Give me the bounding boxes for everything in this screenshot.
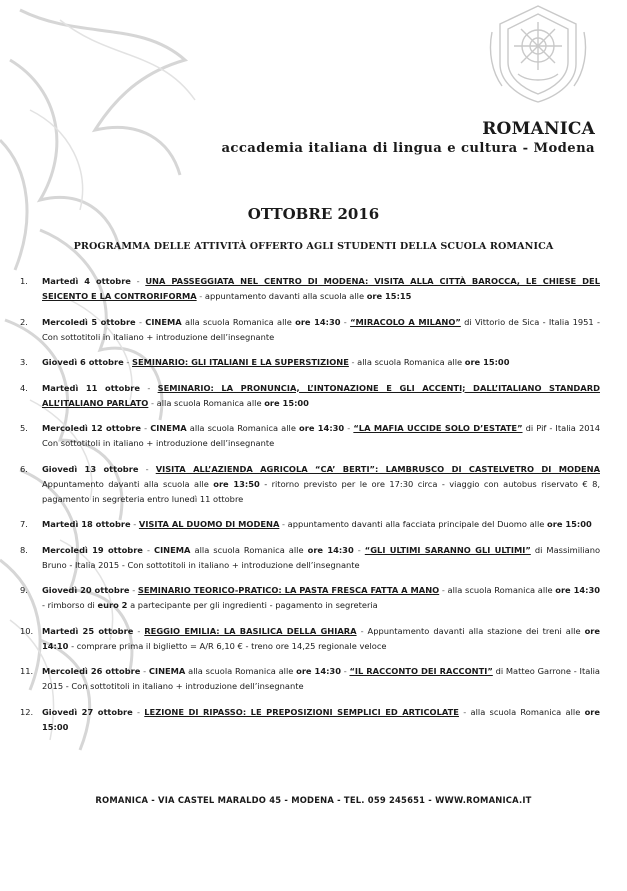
event-number: 6. — [20, 463, 28, 474]
event-title: REGGIO EMILIA: LA BASILICA DELLA GHIARA — [144, 625, 357, 636]
event-time: ore 15:15 — [366, 291, 412, 301]
event-number: 2. — [20, 316, 28, 327]
event-time: ore 14:30 — [555, 585, 600, 595]
event-number: 3. — [20, 357, 28, 367]
event-price: euro 2 — [97, 600, 128, 610]
event-number: 8. — [20, 544, 28, 555]
event-date: Giovedì 13 ottobre — [42, 463, 139, 474]
event-number: 9. — [20, 585, 28, 595]
event-text: appuntamento davanti alla facciata principale del Duomo alle — [287, 519, 545, 529]
event-text: alla scuola Romanica alle — [357, 357, 463, 367]
event-date: Mercoledì 19 ottobre — [42, 544, 143, 555]
event-item: 11. Mercoledì 26 ottobre - CINEMA alla scuola Romanica alle ore 14:30 - “IL RACCONTO DEI RACCONTI” di Matteo Garrone - Italia 2015 - Con sottotitoli in italiano + introduzione dell’insegnante — [20, 666, 600, 691]
event-item: 3. Giovedì 6 ottobre - SEMINARIO: GLI ITALIANI E LA SUPERSTIZIONE - alla scuola Romanica alle ore 15:00 — [20, 355, 600, 370]
event-details: di Pif - Italia 2014 Con sottotitoli in italiano + introduzione dell’insegnante — [42, 423, 601, 448]
event-details: - comprare prima il biglietto = A/R 6,10 € - treno ore 14,25 regionale veloce — [71, 640, 387, 651]
event-time: ore 15:00 — [264, 397, 309, 408]
event-number: 12. — [20, 706, 34, 717]
event-text: alla scuola Romanica alle — [447, 585, 553, 595]
event-date: Martedì 4 ottobre — [42, 276, 131, 286]
event-time: ore 15:00 — [464, 357, 510, 367]
event-item: 5. Mercoledì 12 ottobre - CINEMA alla scuola Romanica alle ore 14:30 - “LA MAFIA UCCIDE SOLO D’ESTATE” di Pif - Italia 2014 Con sottotitoli in italiano + introduzione dell’insegnante — [20, 423, 601, 448]
event-number: 7. — [20, 519, 28, 529]
event-details: di Matteo Garrone - Italia 2015 - Con sottotitoli in italiano + introduzione dell’insegnante — [42, 666, 600, 691]
event-date: Martedì 11 ottobre — [42, 382, 140, 393]
event-number: 11. — [20, 666, 34, 676]
event-text: alla scuola Romanica alle — [156, 397, 262, 408]
event-number: 4. — [20, 382, 28, 393]
event-item: 8. Mercoledì 19 ottobre - CINEMA alla scuola Romanica alle ore 14:30 - “GLI ULTIMI SARANNO GLI ULTIMI” di Massimiliano Bruno - Italia 2015 - Con sottotitoli in italiano + introduzione dell’insegnante — [20, 544, 601, 570]
event-number: 1. — [20, 276, 28, 286]
event-details: - rimborso di — [42, 600, 95, 610]
event-film-title: “MIRACOLO A MILANO” — [350, 316, 461, 327]
event-item: 6. Giovedì 13 ottobre - VISITA ALL’AZIENDA AGRICOLA “CA’ BERTI”: LAMBRUSCO DI CASTELVETRO DI MODENA Appuntamento davanti alla scuola alle ore 13:50 - ritorno previsto per le ore 17:30 circa - viaggio con autobus riservato € 8, pagamento in segreteria entro lunedì 11 ottobre — [20, 463, 601, 504]
event-title: SEMINARIO TEORICO-PRATICO: LA PASTA FRESCA FATTA A MANO — [137, 585, 440, 595]
event-film-title: “IL RACCONTO DEI RACCONTI” — [349, 666, 493, 676]
event-date: Martedì 25 ottobre — [42, 625, 134, 636]
event-text: alla scuola Romanica alle — [184, 316, 292, 327]
event-film-title: “GLI ULTIMI SARANNO GLI ULTIMI” — [364, 544, 531, 555]
brand-subtitle: accademia italiana di lingua e cultura - Modena — [221, 141, 595, 156]
event-number: 5. — [20, 423, 28, 433]
event-date: Martedì 18 ottobre — [42, 519, 131, 529]
event-title: SEMINARIO: LA PRONUNCIA, L’INTONAZIONE E GLI ACCENTI; DALL’ITALIANO STANDARD ALL’ITALIANO PARLATO — [42, 382, 600, 408]
event-details: di Massimiliano Bruno - Italia 2015 - Con sottotitoli in italiano + introduzione dell’insegnante — [42, 544, 601, 570]
event-text: alla scuola Romanica alle — [194, 544, 304, 555]
event-item: 10. Martedì 25 ottobre - REGGIO EMILIA: LA BASILICA DELLA GHIARA - Appuntamento davanti alla stazione dei treni alle ore 14:10 - comprare prima il biglietto = A/R 6,10 € - treno ore 14,25 regionale veloce — [20, 625, 600, 651]
event-date: Giovedì 6 ottobre — [42, 357, 124, 367]
event-title: LEZIONE DI RIPASSO: LE PREPOSIZIONI SEMPLICI ED ARTICOLATE — [144, 706, 459, 717]
event-text: Appuntamento davanti alla scuola alle — [42, 478, 209, 489]
event-item: 9. Giovedì 20 ottobre - SEMINARIO TEORICO-PRATICO: LA PASTA FRESCA FATTA A MANO - alla scuola Romanica alle ore 14:30 - rimborso di euro 2 a partecipante per gli ingredienti - pagamento in segreteria — [20, 585, 600, 610]
event-title: SEMINARIO: GLI ITALIANI E LA SUPERSTIZIONE — [132, 357, 349, 367]
footer-contact: ROMANICA - VIA CASTEL MARALDO 45 - MODENA - TEL. 059 245651 - WWW.ROMANICA.IT — [95, 795, 532, 805]
event-time: ore 15:00 — [42, 706, 601, 732]
event-film-title: “LA MAFIA UCCIDE SOLO D’ESTATE” — [353, 423, 523, 433]
event-cinema-label: CINEMA — [154, 544, 191, 555]
event-cinema-label: CINEMA — [145, 316, 182, 327]
event-number: 10. — [20, 625, 34, 636]
event-title: VISITA ALL’AZIENDA AGRICOLA “CA’ BERTI”: LAMBRUSCO DI CASTELVETRO DI MODENA — [155, 463, 600, 474]
event-text: alla scuola Romanica alle — [470, 706, 581, 717]
letterhead — [221, 119, 595, 156]
emblem-watermark — [488, 2, 588, 104]
event-time: ore 14:30 — [296, 666, 341, 676]
event-cinema-label: CINEMA — [148, 666, 186, 676]
event-text: alla scuola Romanica alle — [189, 423, 296, 433]
event-details: di Vittorio de Sica - Italia 1951 - Con sottotitoli in italiano + introduzione dell’insegnante — [42, 316, 600, 342]
event-date: Giovedì 27 ottobre — [42, 706, 133, 717]
event-details: - ritorno previsto per le ore 17:30 circa - viaggio con autobus riservato € 8, pagamento in segreteria entro lunedì 11 ottobre — [42, 478, 601, 504]
events-list — [20, 274, 600, 745]
event-item: 1. Martedì 4 ottobre - UNA PASSEGGIATA NEL CENTRO DI MODENA: VISITA ALLA CITTÀ BAROCCA, LE CHIESE DEL SEICENTO E LA CONTRORIFORMA - appuntamento davanti alla scuola alle ore 15:15 — [20, 276, 600, 301]
event-text: Appuntamento davanti alla stazione dei treni alle — [367, 625, 581, 636]
event-title: UNA PASSEGGIATA NEL CENTRO DI MODENA: VISITA ALLA CITTÀ BAROCCA, LE CHIESE DEL SEICENTO E LA CONTRORIFORMA — [42, 276, 600, 301]
event-text: alla scuola Romanica alle — [188, 666, 294, 676]
event-cinema-label: CINEMA — [150, 423, 187, 433]
event-time: ore 14:30 — [295, 316, 341, 327]
event-date: Giovedì 20 ottobre — [42, 585, 130, 595]
event-time: ore 14:30 — [307, 544, 354, 555]
event-item: 7. Martedì 18 ottobre - VISITA AL DUOMO DI MODENA - appuntamento davanti alla facciata principale del Duomo alle ore 15:00 — [20, 517, 600, 532]
event-item: 2. Mercoledì 5 ottobre - CINEMA alla scuola Romanica alle ore 14:30 - “MIRACOLO A MILANO” di Vittorio de Sica - Italia 1951 - Con sottotitoli in italiano + introduzione dell’insegnante — [20, 316, 600, 342]
event-details: a partecipante per gli ingredienti - pagamento in segreteria — [130, 600, 378, 610]
brand-name: ROMANICA — [482, 119, 595, 139]
event-text: appuntamento davanti alla scuola alle — [204, 291, 365, 301]
event-date: Mercoledì 12 ottobre — [42, 423, 142, 433]
event-time: ore 13:50 — [213, 478, 260, 489]
event-item: 12. Giovedì 27 ottobre - LEZIONE DI RIPASSO: LE PREPOSIZIONI SEMPLICI ED ARTICOLATE - alla scuola Romanica alle ore 15:00 — [20, 706, 601, 732]
event-date: Mercoledì 5 ottobre — [42, 316, 136, 327]
event-time: ore 14:10 — [42, 625, 600, 651]
month-title: OTTOBRE 2016 — [247, 205, 380, 223]
event-time: ore 14:30 — [299, 423, 345, 433]
event-date: Mercoledì 26 ottobre — [42, 666, 141, 676]
program-title: PROGRAMMA DELLE ATTIVITÀ OFFERTO AGLI STUDENTI DELLA SCUOLA ROMANICA — [73, 241, 554, 252]
event-time: ore 15:00 — [547, 519, 592, 529]
event-item: 4. Martedì 11 ottobre - SEMINARIO: LA PRONUNCIA, L’INTONAZIONE E GLI ACCENTI; DALL’ITALIANO STANDARD ALL’ITALIANO PARLATO - alla scuola Romanica alle ore 15:00 — [20, 382, 600, 408]
event-title: VISITA AL DUOMO DI MODENA — [138, 519, 280, 529]
